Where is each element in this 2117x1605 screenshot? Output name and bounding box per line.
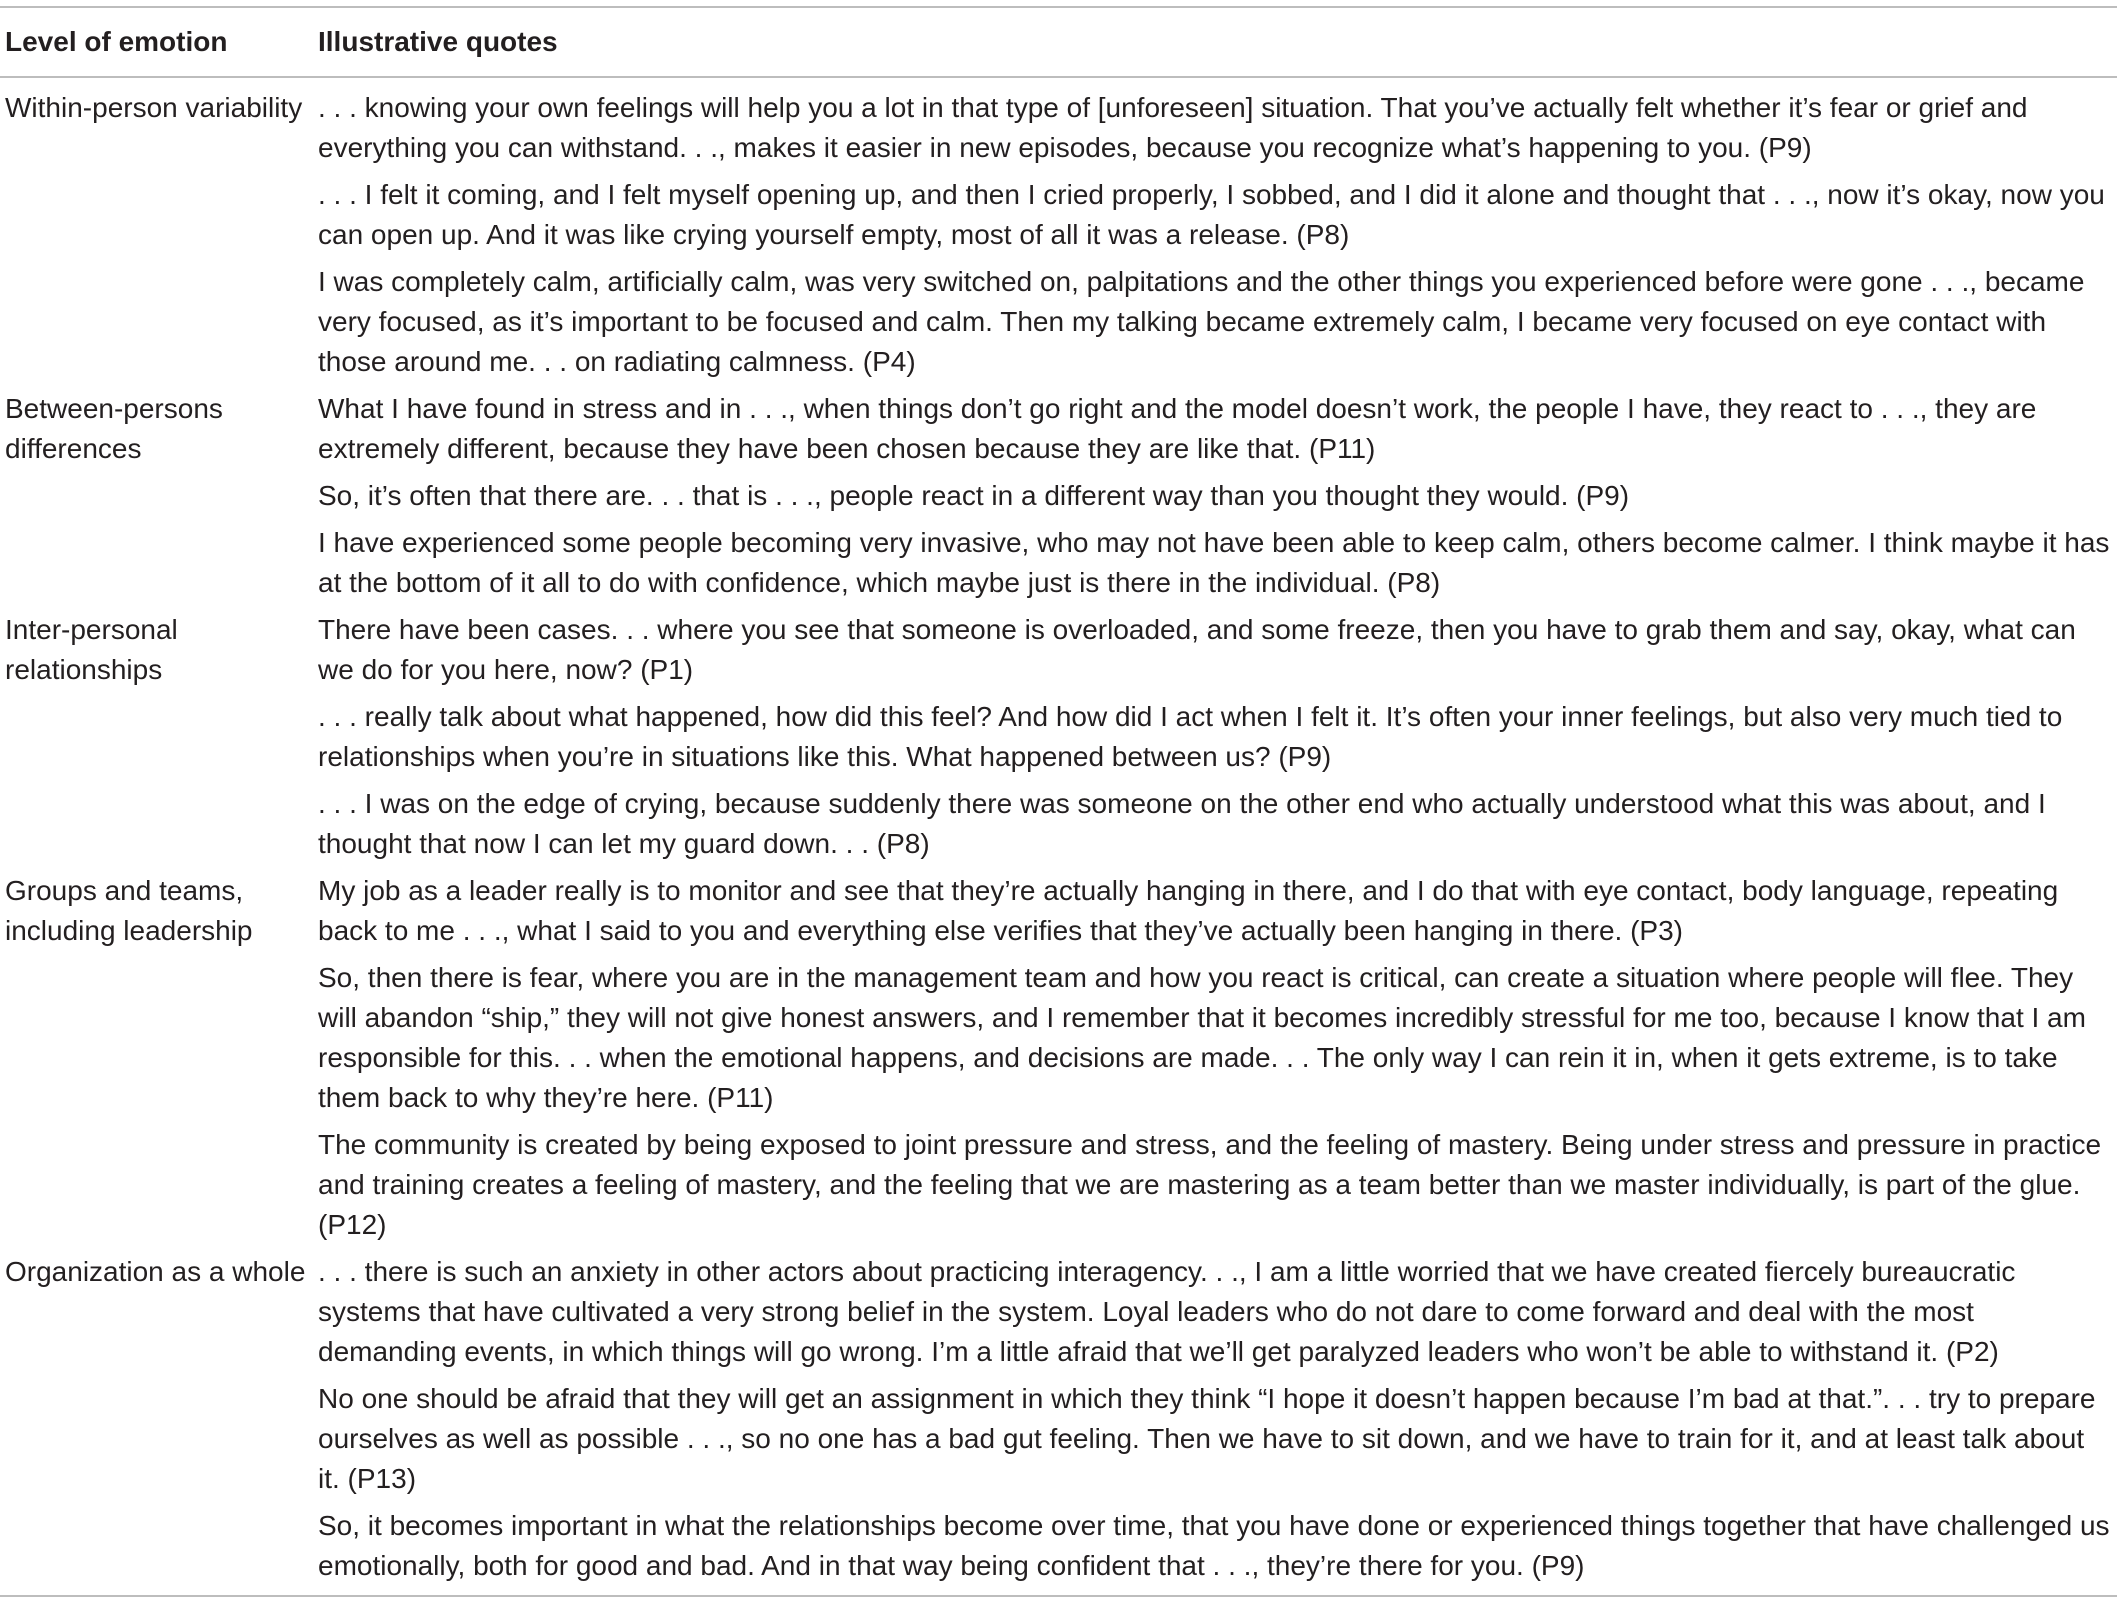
row-quotes <box>318 88 2117 389</box>
quote: The community is created by being exposed to joint pressure and stress, and the feeling of mastery. Being under stress and pressure in practice and training creates a feeling of mastery, and the feeling that we are mastering as a team better than we master individually, is part of the glue. (P12) <box>318 1129 2102 1240</box>
row-label: Within-person variability <box>5 92 303 123</box>
quote: . . . I was on the edge of crying, because suddenly there was someone on the other end who actually understood what this was about, and I thought that now I can let my guard down. . . (P8) <box>318 788 2046 859</box>
row-quotes <box>318 1252 2117 1593</box>
quote: . . . really talk about what happened, how did this feel? And how did I act when I felt it. It’s often your inner feelings, but also very much tied to relationships when you’re in situations like this. What happened between us? (P9) <box>318 701 2063 772</box>
header-illustrative-quotes: Illustrative quotes <box>318 26 558 57</box>
quote: No one should be afraid that they will get an assignment in which they think “I hope it doesn’t happen because I’m bad at that.”. . . try to prepare ourselves as well as possible . . ., so no one has a bad gut feeling. Then we have to sit down, and we have to train for it, and at least talk about it. (P13) <box>318 1383 2096 1494</box>
quote: . . . I felt it coming, and I felt myself opening up, and then I cried properly, I sobbed, and I did it alone and thought that . . ., now it’s okay, now you can open up. And it was like crying yourself empty, most of all it was a release. (P8) <box>318 179 2105 250</box>
row-label: Inter-personal relationships <box>5 614 178 685</box>
row-label: Groups and teams, including leadership <box>5 875 253 946</box>
row-quotes <box>318 610 2117 871</box>
quote: So, then there is fear, where you are in the management team and how you react is critical, can create a situation where people will flee. They will abandon “ship,” they will not give honest answers, and I remember that it becomes incredibly stressful for me too, because I know that I am responsible for this. . . when the emotional happens, and decisions are made. . . The only way I can rein it in, when it gets extreme, is to take them back to why they’re here. (P11) <box>318 962 2086 1113</box>
table-row-organization <box>0 1252 2117 1593</box>
table-row-between-persons <box>0 389 2117 610</box>
table-row-groups-teams <box>0 871 2117 1252</box>
table-body <box>0 78 2117 1595</box>
quote: So, it becomes important in what the relationships become over time, that you have done or experienced things together that have challenged us emotionally, both for good and bad. And in that way being confident that . . ., they’re there for you. (P9) <box>318 1510 2110 1581</box>
quote: There have been cases. . . where you see that someone is overloaded, and some freeze, then you have to grab them and say, okay, what can we do for you here, now? (P1) <box>318 614 2076 685</box>
quote: I was completely calm, artificially calm, was very switched on, palpitations and the other things you experienced before were gone . . ., became very focused, as it’s important to be focused and calm. Then my talking became extremely calm, I became very focused on eye contact with those around me. . . on radiating calmness. (P4) <box>318 266 2085 377</box>
quote: . . . there is such an anxiety in other actors about practicing interagency. . ., I am a little worried that we have created fiercely bureaucratic systems that have cultivated a very strong belief in the system. Loyal leaders who do not dare to come forward and deal with the most demanding events, in which things will go wrong. I’m a little afraid that we’ll get paralyzed leaders who won’t be able to withstand it. (P2) <box>318 1256 2016 1367</box>
quote: I have experienced some people becoming very invasive, who may not have been able to keep calm, others become calmer. I think maybe it has at the bottom of it all to do with confidence, which maybe just is there in the individual. (P8) <box>318 527 2110 598</box>
table-header <box>0 8 2117 78</box>
quote: What I have found in stress and in . . ., when things don’t go right and the model doesn’t work, the people I have, they react to . . ., they are extremely different, because they have been chosen because they are like that. (P11) <box>318 393 2037 464</box>
row-quotes <box>318 871 2117 1252</box>
table-row-inter-personal <box>0 610 2117 871</box>
row-label: Between-persons differences <box>5 393 223 464</box>
table-row-within-person <box>0 88 2117 389</box>
header-level-of-emotion: Level of emotion <box>5 26 228 57</box>
quotes-table <box>0 6 2117 1597</box>
quote: . . . knowing your own feelings will help you a lot in that type of [unforeseen] situation. That you’ve actually felt whether it’s fear or grief and everything you can withstand. . ., makes it easier in new episodes, because you recognize what’s happening to you. (P9) <box>318 92 2028 163</box>
row-label: Organization as a whole <box>5 1256 306 1287</box>
row-quotes <box>318 389 2117 610</box>
quote: My job as a leader really is to monitor and see that they’re actually hanging in there, and I do that with eye contact, body language, repeating back to me . . ., what I said to you and everything else verifies that they’ve actually been hanging in there. (P3) <box>318 875 2059 946</box>
quote: So, it’s often that there are. . . that is . . ., people react in a different way than you thought they would. (P9) <box>318 480 1630 511</box>
